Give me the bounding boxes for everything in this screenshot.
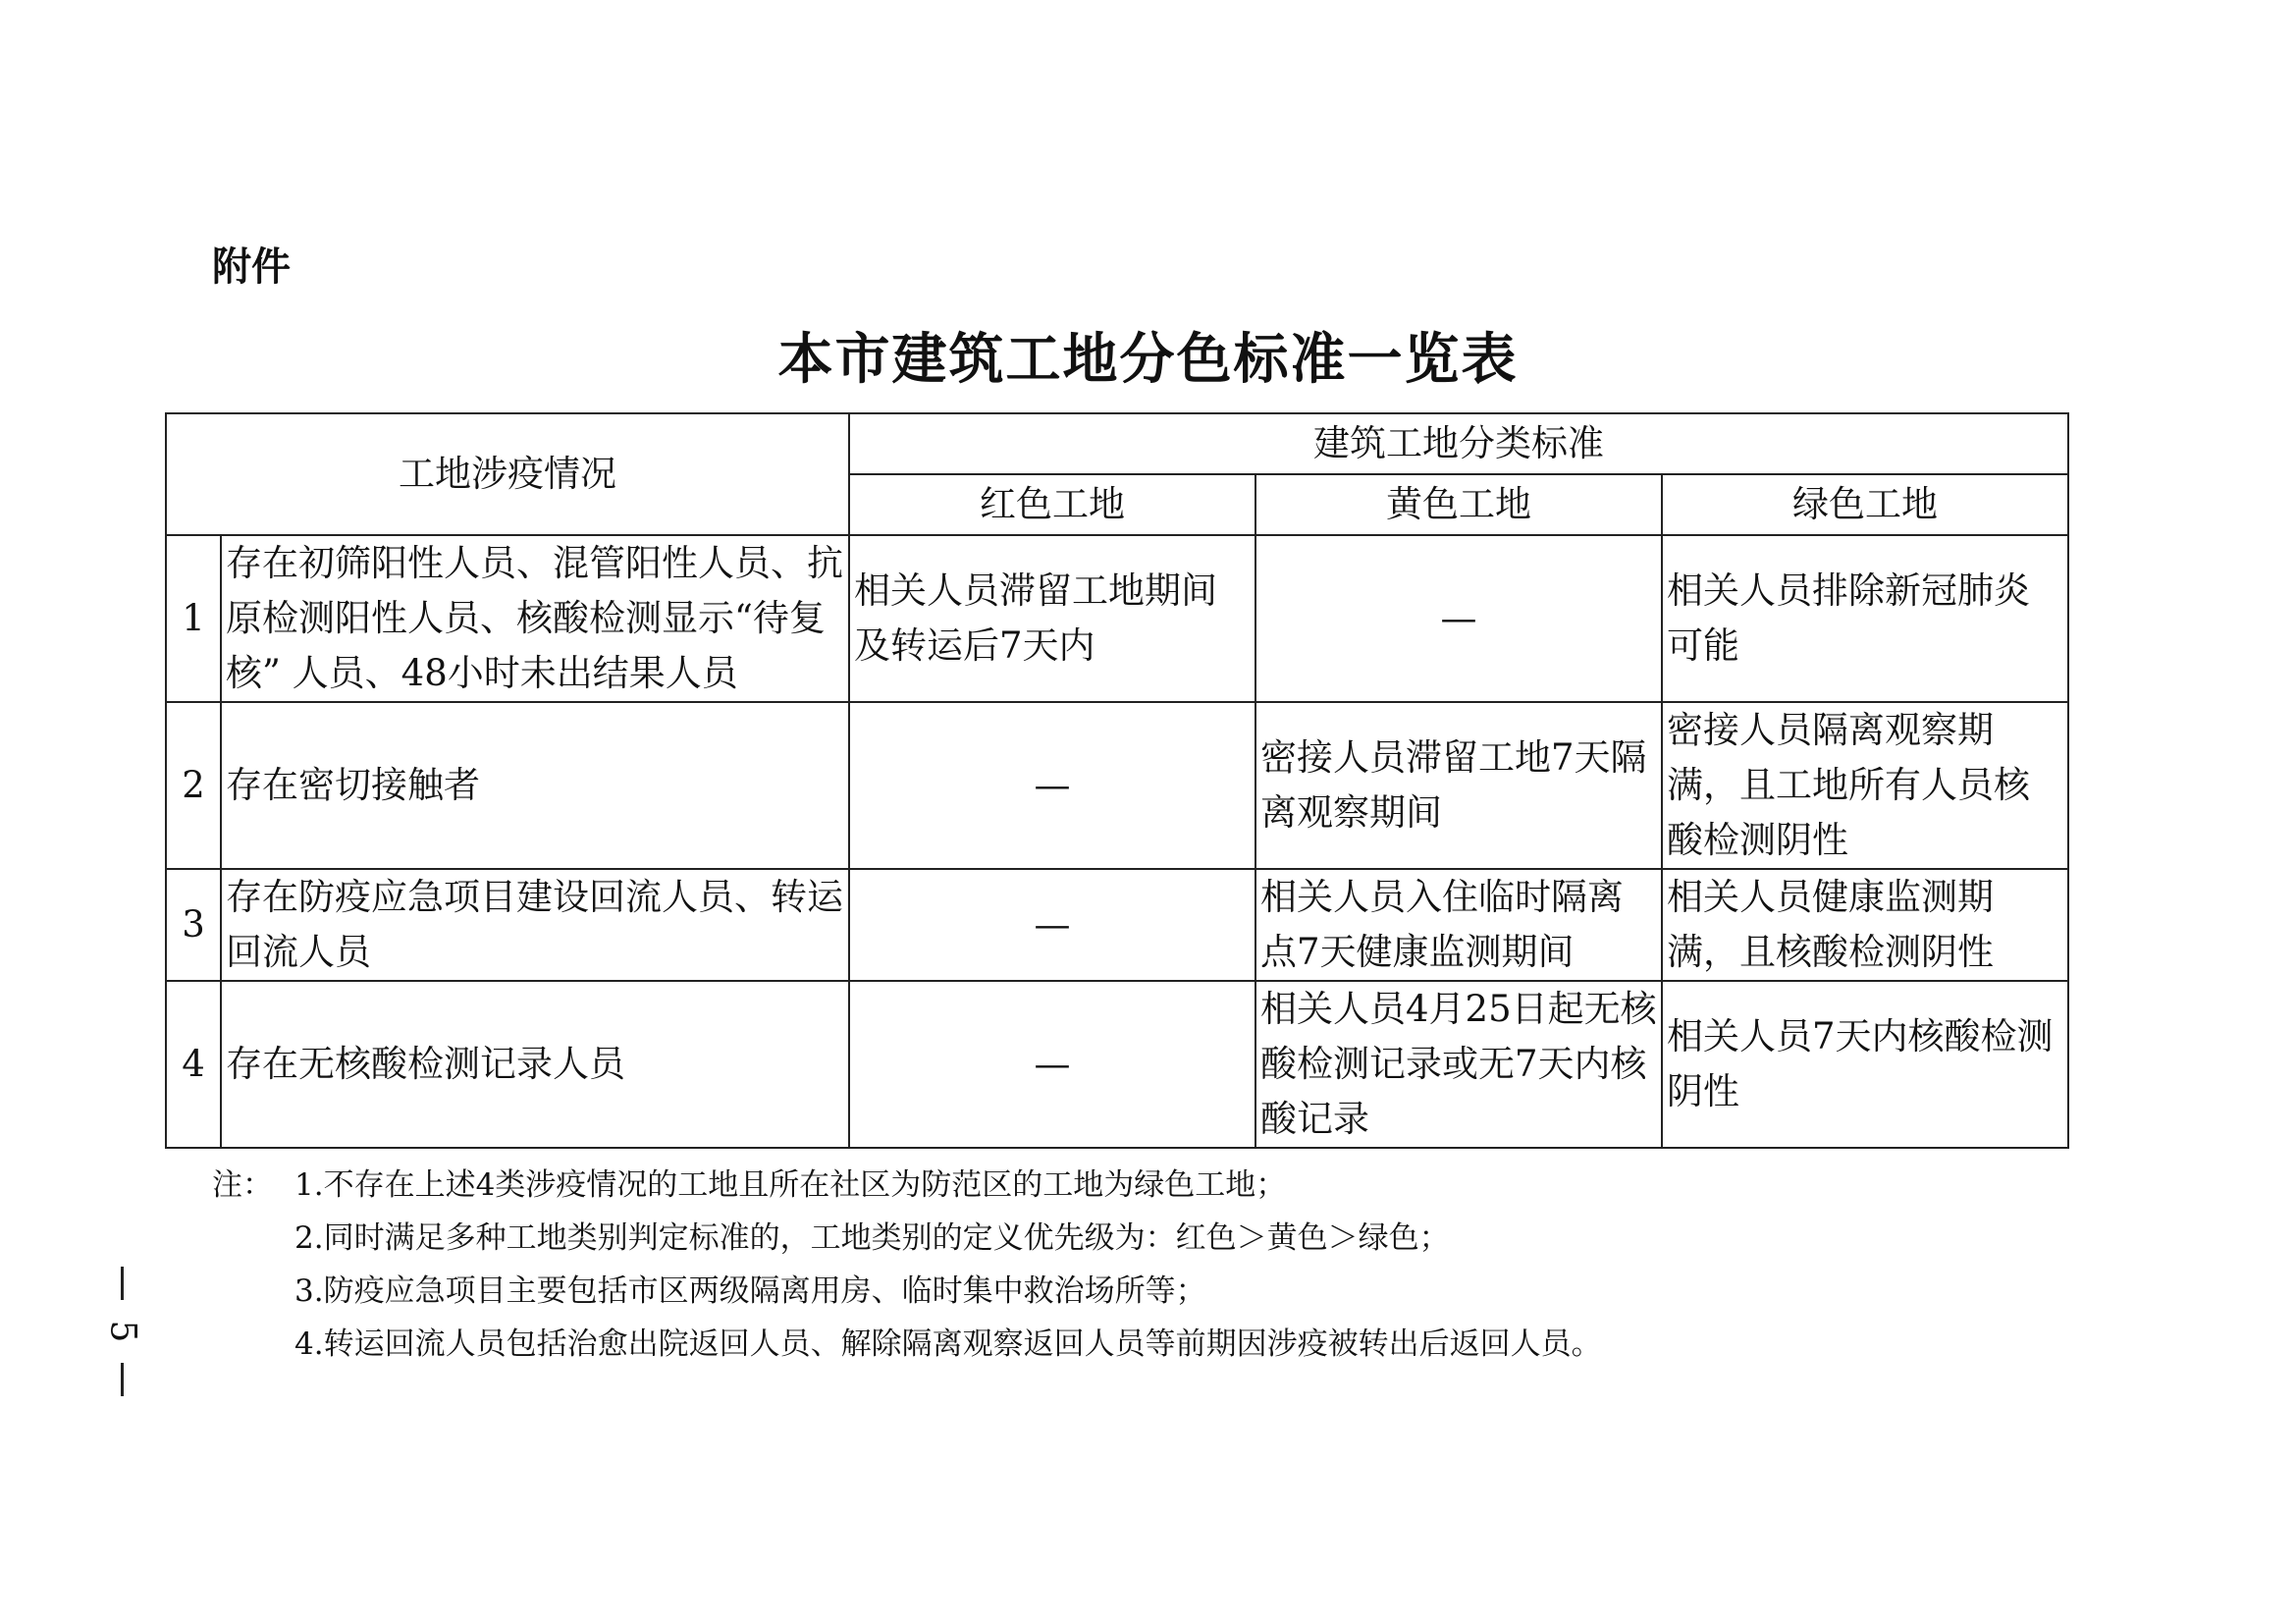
row-number: 4 xyxy=(166,981,221,1148)
note-item xyxy=(212,1265,1602,1318)
row-yellow-criteria: 密接人员滞留工地7天隔离观察期间 xyxy=(1255,702,1662,869)
row-situation: 存在无核酸检测记录人员 xyxy=(221,981,849,1148)
table-row xyxy=(166,981,2068,1148)
table-row xyxy=(166,869,2068,981)
row-number: 2 xyxy=(166,702,221,869)
header-red-site: 红色工地 xyxy=(849,474,1255,535)
note-text: 1.不存在上述4类涉疫情况的工地且所在社区为防范区的工地为绿色工地； xyxy=(294,1167,1287,1203)
table-row xyxy=(166,535,2068,702)
header-situation: 工地涉疫情况 xyxy=(166,413,849,535)
row-green-criteria: 相关人员排除新冠肺炎可能 xyxy=(1662,535,2068,702)
notes-section xyxy=(212,1159,1602,1371)
row-yellow-criteria: — xyxy=(1255,535,1662,702)
note-item xyxy=(212,1159,1602,1212)
row-situation: 存在防疫应急项目建设回流人员、转运回流人员 xyxy=(221,869,849,981)
classification-table xyxy=(165,412,2069,1149)
row-yellow-criteria: 相关人员入住临时隔离点7天健康监测期间 xyxy=(1255,869,1662,981)
row-green-criteria: 密接人员隔离观察期满，且工地所有人员核酸检测阴性 xyxy=(1662,702,2068,869)
page-number-dash-top xyxy=(121,1267,124,1300)
row-red-criteria: 相关人员滞留工地期间及转运后7天内 xyxy=(849,535,1255,702)
header-classification-standard: 建筑工地分类标准 xyxy=(849,413,2068,474)
page-number-dash-bottom xyxy=(121,1363,124,1396)
row-number: 3 xyxy=(166,869,221,981)
page-number xyxy=(94,1267,149,1408)
row-green-criteria: 相关人员健康监测期满，且核酸检测阴性 xyxy=(1662,869,2068,981)
header-row-1 xyxy=(166,413,2068,474)
row-red-criteria: — xyxy=(849,702,1255,869)
attachment-label: 附件 xyxy=(212,244,291,290)
note-text: 3.防疫应急项目主要包括市区两级隔离用房、临时集中救治场所等； xyxy=(294,1273,1206,1309)
notes-label: 注： xyxy=(212,1167,273,1203)
document-title: 本市建筑工地分色标准一览表 xyxy=(777,327,1519,392)
row-red-criteria: — xyxy=(849,869,1255,981)
note-text: 4.转运回流人员包括治愈出院返回人员、解除隔离观察返回人员等前期因涉疫被转出后返回人员。 xyxy=(294,1326,1602,1362)
header-yellow-site: 黄色工地 xyxy=(1255,474,1662,535)
row-red-criteria: — xyxy=(849,981,1255,1148)
row-situation: 存在密切接触者 xyxy=(221,702,849,869)
row-situation: 存在初筛阳性人员、混管阳性人员、抗原检测阳性人员、核酸检测显示“待复核” 人员、48小时未出结果人员 xyxy=(221,535,849,702)
note-item xyxy=(212,1212,1602,1265)
table-row xyxy=(166,702,2068,869)
note-item xyxy=(212,1318,1602,1371)
row-number: 1 xyxy=(166,535,221,702)
note-text: 2.同时满足多种工地类别判定标准的，工地类别的定义优先级为：红色＞黄色＞绿色； xyxy=(294,1220,1450,1256)
row-yellow-criteria: 相关人员4月25日起无核酸检测记录或无7天内核酸记录 xyxy=(1255,981,1662,1148)
page-number-digit: 5 xyxy=(102,1320,142,1343)
header-green-site: 绿色工地 xyxy=(1662,474,2068,535)
row-green-criteria: 相关人员7天内核酸检测阴性 xyxy=(1662,981,2068,1148)
